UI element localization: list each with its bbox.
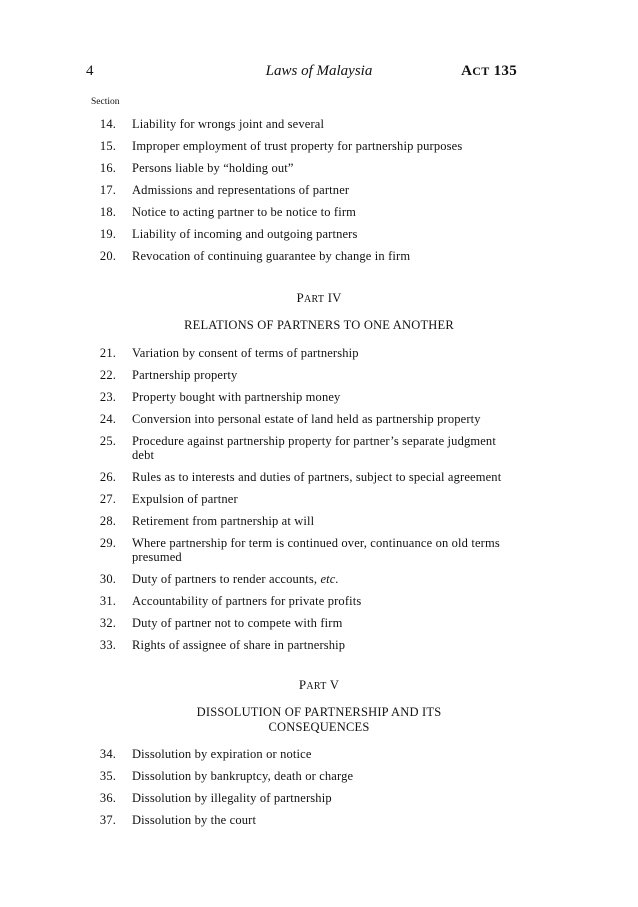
section-number: 20. [99, 249, 116, 263]
part-v-title-line-2: CONSEQUENCES [268, 720, 370, 734]
section-entry [0, 205, 638, 227]
section-entry [0, 536, 638, 572]
section-heading: Duty of partner not to compete with firm [132, 616, 343, 630]
section-number: 28. [99, 514, 116, 528]
section-entry [0, 117, 638, 139]
section-entry [0, 470, 638, 492]
section-heading: Variation by consent of terms of partnership [132, 346, 359, 360]
part-v-title [0, 705, 638, 735]
section-heading: Persons liable by “holding out” [132, 161, 294, 175]
section-entry [0, 616, 638, 638]
section-heading: Retirement from partnership at will [132, 514, 315, 528]
section-heading: Expulsion of partner [132, 492, 238, 506]
section-number: 25. [99, 434, 116, 448]
section-heading: Liability of incoming and outgoing partners [132, 227, 358, 241]
section-heading: Admissions and representations of partner [132, 183, 350, 197]
section-heading: Partnership property [132, 368, 238, 382]
section-entry [0, 390, 638, 412]
section-entry [0, 791, 638, 813]
section-entry [0, 813, 638, 835]
section-heading: Accountability of partners for private profits [132, 594, 362, 608]
section-number: 16. [99, 161, 116, 175]
section-entry [0, 434, 638, 470]
section-number: 29. [99, 536, 116, 550]
section-number: 33. [99, 638, 116, 652]
section-number: 18. [99, 205, 116, 219]
section-list-group-2 [0, 346, 638, 660]
section-list-group-1 [0, 117, 638, 271]
part-v-label: PART V [298, 677, 340, 692]
section-number: 26. [99, 470, 116, 484]
section-heading: Rights of assignee of share in partnership [132, 638, 346, 652]
section-entry [0, 594, 638, 616]
part-iv-label: PART IV [296, 290, 342, 305]
section-entry [0, 183, 638, 205]
section-entry [0, 412, 638, 434]
section-entry [0, 139, 638, 161]
section-heading: Where partnership for term is continued over, continuance on old terms presumed [132, 536, 500, 564]
section-number: 15. [99, 139, 116, 153]
section-number: 30. [99, 572, 116, 586]
section-number: 23. [99, 390, 116, 404]
section-heading: Notice to acting partner to be notice to firm [132, 205, 357, 219]
section-number: 36. [99, 791, 116, 805]
section-number: 21. [99, 346, 116, 360]
section-number: 32. [99, 616, 116, 630]
section-entry [0, 368, 638, 390]
act-smallcaps: CT [472, 64, 490, 78]
section-heading: Duty of partners to render accounts, etc. [132, 572, 339, 586]
section-number: 17. [99, 183, 116, 197]
section-entry [0, 514, 638, 536]
part-iv-title: RELATIONS OF PARTNERS TO ONE ANOTHER [184, 318, 454, 332]
section-number: 37. [99, 813, 116, 827]
section-entry [0, 572, 638, 594]
section-heading: Dissolution by expiration or notice [132, 747, 312, 761]
section-list-group-3 [0, 747, 638, 835]
act-label [461, 63, 517, 80]
section-entry [0, 346, 638, 368]
page-number: 4 [86, 63, 94, 79]
section-column-label: Section [91, 97, 120, 107]
section-entry [0, 492, 638, 514]
act-prefix: A [461, 63, 473, 79]
section-heading: Property bought with partnership money [132, 390, 341, 404]
section-entry [0, 638, 638, 660]
section-number: 24. [99, 412, 116, 426]
section-entry [0, 249, 638, 271]
section-heading: Dissolution by the court [132, 813, 257, 827]
section-number: 34. [99, 747, 116, 761]
section-entry [0, 747, 638, 769]
section-number: 31. [99, 594, 116, 608]
section-entry [0, 227, 638, 249]
section-heading: Procedure against partnership property for partner’s separate judgment debt [132, 434, 496, 462]
section-number: 22. [99, 368, 116, 382]
section-heading: Conversion into personal estate of land held as partnership property [132, 412, 481, 426]
section-heading: Improper employment of trust property for partnership purposes [132, 139, 463, 153]
running-title: Laws of Malaysia [265, 63, 373, 79]
section-heading: Rules as to interests and duties of partners, subject to special agreement [132, 470, 502, 484]
section-number: 19. [99, 227, 116, 241]
section-heading: Dissolution by illegality of partnership [132, 791, 332, 805]
section-entry [0, 769, 638, 791]
section-heading: Dissolution by bankruptcy, death or charge [132, 769, 354, 783]
section-entry [0, 161, 638, 183]
part-v-title-line-1: DISSOLUTION OF PARTNERSHIP AND ITS [196, 705, 442, 719]
act-number: 135 [493, 63, 517, 79]
section-number: 14. [99, 117, 116, 131]
section-number: 35. [99, 769, 116, 783]
section-heading: Revocation of continuing guarantee by change in firm [132, 249, 411, 263]
section-number: 27. [99, 492, 116, 506]
section-heading: Liability for wrongs joint and several [132, 117, 325, 131]
